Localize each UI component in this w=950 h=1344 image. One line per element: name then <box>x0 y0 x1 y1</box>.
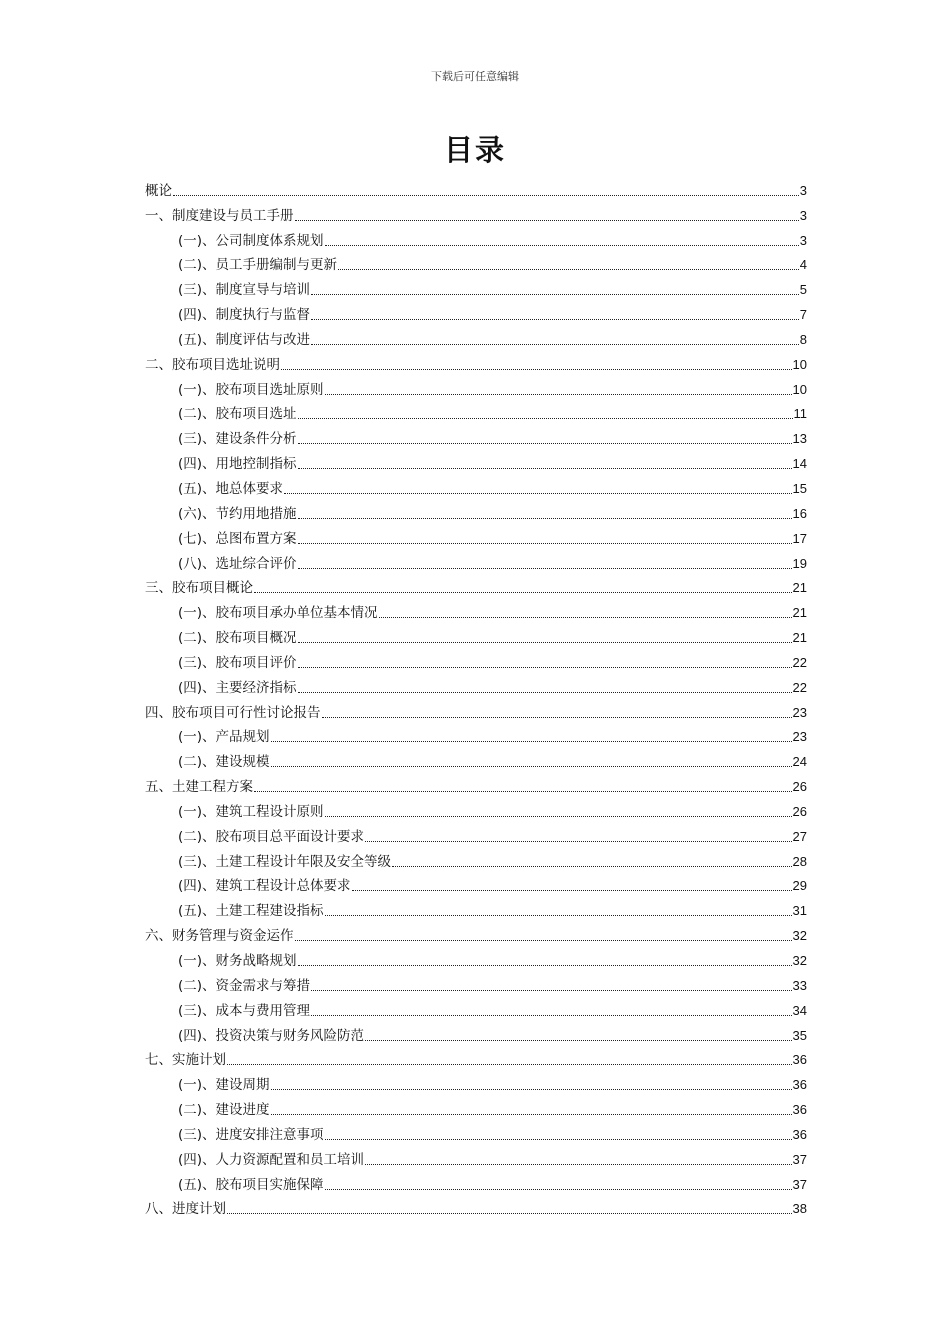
dot-leader <box>325 915 792 916</box>
toc-entry-title: (四)、建筑工程设计总体要求 <box>178 878 351 895</box>
toc-entry-title: (三)、成本与费用管理 <box>178 1002 311 1019</box>
toc-entry-page: 33 <box>792 977 807 993</box>
toc-entry[interactable] <box>145 646 807 671</box>
toc-entry-title: (四)、人力资源配置和员工培训 <box>178 1151 365 1168</box>
toc-entry-title: (五)、土建工程建设指标 <box>178 903 324 920</box>
toc-entry[interactable] <box>145 224 807 249</box>
dot-leader <box>325 1139 792 1140</box>
dot-leader <box>365 1040 791 1041</box>
toc-entry[interactable] <box>145 1118 807 1143</box>
dot-leader <box>325 394 792 395</box>
toc-entry[interactable] <box>145 1068 807 1093</box>
toc-entry[interactable] <box>145 894 807 919</box>
toc-entry-title: (四)、主要经济指标 <box>178 679 297 696</box>
toc-entry-page: 13 <box>792 431 807 447</box>
toc-entry-page: 21 <box>792 580 807 596</box>
dot-leader <box>298 568 792 569</box>
toc-entry-page: 10 <box>792 381 807 397</box>
toc-entry[interactable] <box>145 696 807 721</box>
toc-entry-page: 22 <box>792 679 807 695</box>
toc-entry-title: (二)、胶布项目概况 <box>178 630 297 647</box>
toc-entry-title: (一)、胶布项目承办单位基本情况 <box>178 605 378 622</box>
toc-entry[interactable] <box>145 572 807 597</box>
toc-entry-page: 35 <box>792 1027 807 1043</box>
dot-leader <box>311 344 799 345</box>
toc-entry-page: 3 <box>799 232 807 248</box>
toc-entry-page: 31 <box>792 903 807 919</box>
toc-entry-title: 四、胶布项目可行性讨论报告 <box>145 704 321 721</box>
dot-leader <box>352 890 792 891</box>
dot-leader <box>298 965 792 966</box>
dot-leader <box>311 990 791 991</box>
dot-leader <box>284 493 791 494</box>
toc-entry[interactable] <box>145 422 807 447</box>
toc-entry[interactable] <box>145 398 807 423</box>
toc-entry-page: 21 <box>792 605 807 621</box>
toc-entry-page: 16 <box>792 505 807 521</box>
dot-leader <box>173 195 799 196</box>
dot-leader <box>271 741 792 742</box>
toc-entry[interactable] <box>145 795 807 820</box>
toc-entry-page: 7 <box>799 307 807 323</box>
dot-leader <box>298 518 792 519</box>
toc-entry-title: 一、制度建设与员工手册 <box>145 207 294 224</box>
toc-entry-title: (五)、制度评估与改进 <box>178 331 311 348</box>
toc-entry-title: (三)、制度宣导与培训 <box>178 282 311 299</box>
toc-entry-page: 15 <box>792 480 807 496</box>
dot-leader <box>298 468 792 469</box>
toc-entry[interactable] <box>145 621 807 646</box>
dot-leader <box>325 245 799 246</box>
toc-entry-title: (三)、胶布项目评价 <box>178 654 297 671</box>
toc-entry-title: (二)、员工手册编制与更新 <box>178 257 338 274</box>
toc-entry[interactable] <box>145 1193 807 1218</box>
toc-entry-title: (三)、建设条件分析 <box>178 431 297 448</box>
dot-leader <box>254 592 792 593</box>
toc-entry-page: 14 <box>792 456 807 472</box>
toc-entry[interactable] <box>145 1168 807 1193</box>
dot-leader <box>298 443 792 444</box>
toc-entry-page: 4 <box>799 257 807 273</box>
toc-entry-page: 36 <box>792 1102 807 1118</box>
dot-leader <box>311 319 799 320</box>
toc-entry[interactable] <box>145 745 807 770</box>
toc-entry-page: 26 <box>792 803 807 819</box>
toc-entry[interactable] <box>145 944 807 969</box>
toc-entry-title: (一)、建筑工程设计原则 <box>178 803 324 820</box>
toc-entry-title: (二)、胶布项目选址 <box>178 406 297 423</box>
toc-entry[interactable] <box>145 373 807 398</box>
toc-entry[interactable] <box>145 969 807 994</box>
toc-entry-title: (三)、土建工程设计年限及安全等级 <box>178 853 392 870</box>
toc-entry[interactable] <box>145 1143 807 1168</box>
toc-entry-page: 17 <box>792 530 807 546</box>
toc-entry-title: 三、胶布项目概论 <box>145 580 253 597</box>
toc-entry-title: (五)、地总体要求 <box>178 480 284 497</box>
toc-entry[interactable] <box>145 919 807 944</box>
toc-entry-page: 36 <box>792 1126 807 1142</box>
toc-entry-title: (八)、选址综合评价 <box>178 555 297 572</box>
toc-entry[interactable] <box>145 1093 807 1118</box>
dot-leader <box>271 1089 792 1090</box>
dot-leader <box>365 1164 791 1165</box>
toc-entry-page: 26 <box>792 779 807 795</box>
dot-leader <box>298 667 792 668</box>
toc-entry[interactable] <box>145 721 807 746</box>
toc-entry-title: (四)、制度执行与监督 <box>178 307 311 324</box>
toc-entry[interactable] <box>145 447 807 472</box>
toc-entry-page: 28 <box>792 853 807 869</box>
dot-leader <box>392 866 791 867</box>
toc-entry-page: 24 <box>792 754 807 770</box>
dot-leader <box>254 791 792 792</box>
toc-entry-title: 五、土建工程方案 <box>145 779 253 796</box>
toc-entry[interactable] <box>145 497 807 522</box>
toc-entry-title: 二、胶布项目选址说明 <box>145 356 280 373</box>
toc-entry[interactable] <box>145 596 807 621</box>
dot-leader <box>298 692 792 693</box>
toc-entry-title: (二)、建设进度 <box>178 1102 270 1119</box>
dot-leader <box>338 269 799 270</box>
toc-entry[interactable] <box>145 249 807 274</box>
toc-entry[interactable] <box>145 820 807 845</box>
toc-entry[interactable] <box>145 199 807 224</box>
table-of-contents <box>145 174 807 1217</box>
dot-leader <box>298 418 793 419</box>
toc-entry-page: 10 <box>792 356 807 372</box>
toc-entry-page: 36 <box>792 1052 807 1068</box>
toc-entry[interactable] <box>145 1019 807 1044</box>
toc-entry-page: 21 <box>792 630 807 646</box>
dot-leader <box>298 642 792 643</box>
toc-entry[interactable] <box>145 472 807 497</box>
toc-entry-page: 34 <box>792 1002 807 1018</box>
dot-leader <box>271 1114 792 1115</box>
dot-leader <box>325 1189 792 1190</box>
toc-entry-page: 23 <box>792 729 807 745</box>
toc-entry[interactable] <box>145 323 807 348</box>
dot-leader <box>295 220 799 221</box>
toc-entry[interactable] <box>145 273 807 298</box>
toc-entry-page: 8 <box>799 331 807 347</box>
toc-entry-title: 概论 <box>145 182 172 199</box>
toc-entry[interactable] <box>145 547 807 572</box>
toc-entry-title: (五)、胶布项目实施保障 <box>178 1176 324 1193</box>
toc-entry-title: (六)、节约用地措施 <box>178 505 297 522</box>
toc-entry-page: 38 <box>792 1201 807 1217</box>
toc-entry-title: (二)、胶布项目总平面设计要求 <box>178 828 365 845</box>
toc-entry-page: 32 <box>792 928 807 944</box>
toc-entry-title: (七)、总图布置方案 <box>178 530 297 547</box>
toc-entry-title: (四)、用地控制指标 <box>178 456 297 473</box>
dot-leader <box>379 617 792 618</box>
dot-leader <box>271 766 792 767</box>
toc-entry-title: (二)、资金需求与筹措 <box>178 977 311 994</box>
toc-entry[interactable] <box>145 671 807 696</box>
toc-entry[interactable] <box>145 174 807 199</box>
toc-entry[interactable] <box>145 870 807 895</box>
toc-entry[interactable] <box>145 298 807 323</box>
toc-entry[interactable] <box>145 522 807 547</box>
toc-entry-page: 3 <box>799 182 807 198</box>
toc-entry-page: 22 <box>792 654 807 670</box>
toc-entry-title: 八、进度计划 <box>145 1201 226 1218</box>
dot-leader <box>281 369 792 370</box>
toc-entry-title: (一)、公司制度体系规划 <box>178 232 324 249</box>
toc-entry-page: 23 <box>792 704 807 720</box>
header-note: 下载后可任意编辑 <box>431 70 519 83</box>
toc-entry-page: 37 <box>792 1176 807 1192</box>
toc-entry-page: 19 <box>792 555 807 571</box>
toc-entry-title: (二)、建设规模 <box>178 754 270 771</box>
toc-entry[interactable] <box>145 348 807 373</box>
dot-leader <box>298 543 792 544</box>
dot-leader <box>295 940 792 941</box>
toc-entry-page: 27 <box>792 828 807 844</box>
toc-entry-title: (一)、产品规划 <box>178 729 270 746</box>
toc-entry[interactable] <box>145 994 807 1019</box>
dot-leader <box>322 717 792 718</box>
toc-entry-page: 37 <box>792 1151 807 1167</box>
toc-entry[interactable] <box>145 770 807 795</box>
toc-entry-page: 36 <box>792 1077 807 1093</box>
dot-leader <box>311 294 799 295</box>
dot-leader <box>311 1015 791 1016</box>
dot-leader <box>325 816 792 817</box>
toc-entry-title: (三)、进度安排注意事项 <box>178 1126 324 1143</box>
dot-leader <box>227 1064 792 1065</box>
toc-entry-page: 32 <box>792 953 807 968</box>
toc-entry-page: 11 <box>793 406 807 422</box>
toc-entry-title: (四)、投资决策与财务风险防范 <box>178 1027 365 1044</box>
toc-entry-title: (一)、财务战略规划 <box>178 953 297 969</box>
toc-entry[interactable] <box>145 1044 807 1069</box>
toc-entry-page: 29 <box>792 878 807 894</box>
toc-entry-title: 六、财务管理与资金运作 <box>145 928 294 945</box>
toc-entry-title: (一)、胶布项目选址原则 <box>178 381 324 398</box>
toc-entry-title: 七、实施计划 <box>145 1052 226 1069</box>
toc-entry-page: 5 <box>799 282 807 298</box>
toc-entry[interactable] <box>145 845 807 870</box>
page-title: 目录 <box>443 133 506 167</box>
dot-leader <box>365 841 791 842</box>
toc-entry-title: (一)、建设周期 <box>178 1077 270 1094</box>
dot-leader <box>227 1213 792 1214</box>
toc-entry-page: 3 <box>799 207 807 223</box>
